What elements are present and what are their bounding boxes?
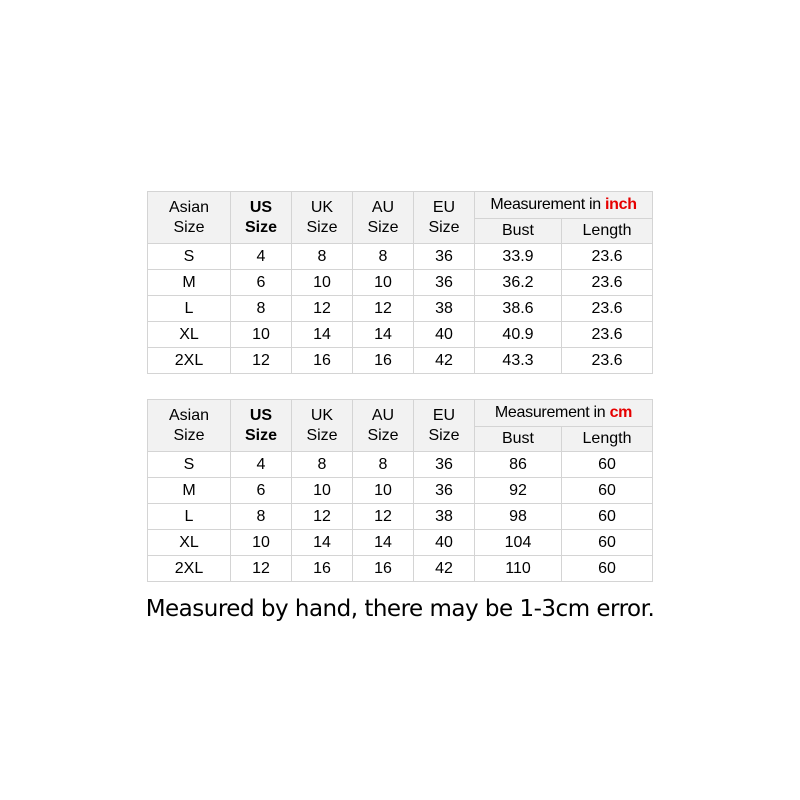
eu-size-cell: 38 xyxy=(414,504,475,530)
asian-size-header xyxy=(148,192,231,244)
au-size-cell: 12 xyxy=(353,504,414,530)
measurement-prefix: Measurement in xyxy=(494,404,606,421)
length-cell: 23.6 xyxy=(562,270,653,296)
length-cell: 23.6 xyxy=(562,322,653,348)
table-row xyxy=(148,244,653,270)
length-cell: 23.6 xyxy=(562,244,653,270)
length-cell: 60 xyxy=(562,530,653,556)
uk-size-header xyxy=(292,400,353,452)
length-cell: 60 xyxy=(562,452,653,478)
bust-cell: 104 xyxy=(475,530,562,556)
uk-size-cell: 10 xyxy=(292,270,353,296)
us-size-header xyxy=(231,192,292,244)
uk-size-header xyxy=(292,192,353,244)
measurement-note: Measured by hand, there may be 1-3cm error. xyxy=(145,596,655,622)
size-rows xyxy=(148,244,653,374)
au-size-header-line1: AU xyxy=(371,198,395,216)
bust-cell: 38.6 xyxy=(475,296,562,322)
uk-size-cell: 12 xyxy=(292,504,353,530)
asian-size-cell: XL xyxy=(148,530,231,556)
length-cell: 60 xyxy=(562,556,653,582)
uk-size-cell: 14 xyxy=(292,530,353,556)
uk-size-header-line1: UK xyxy=(310,406,334,424)
eu-size-cell: 36 xyxy=(414,478,475,504)
au-size-header-line2: Size xyxy=(367,426,399,444)
us-size-cell: 4 xyxy=(231,452,292,478)
bust-cell: 98 xyxy=(475,504,562,530)
measurement-unit: inch xyxy=(605,196,637,213)
us-size-header-line1: US xyxy=(249,406,273,424)
asian-size-cell: S xyxy=(148,452,231,478)
asian-size-header-line2: Size xyxy=(173,426,205,444)
table-row xyxy=(148,296,653,322)
table-row xyxy=(148,504,653,530)
eu-size-header xyxy=(414,192,475,244)
table-row xyxy=(148,478,653,504)
au-size-header xyxy=(353,192,414,244)
uk-size-cell: 14 xyxy=(292,322,353,348)
us-size-cell: 12 xyxy=(231,556,292,582)
eu-size-cell: 36 xyxy=(414,270,475,296)
asian-size-cell: L xyxy=(148,504,231,530)
length-header: Length xyxy=(562,219,653,244)
asian-size-header-line1: Asian xyxy=(168,406,210,424)
bust-header: Bust xyxy=(475,427,562,452)
asian-size-cell: L xyxy=(148,296,231,322)
uk-size-header-line1: UK xyxy=(310,198,334,216)
table-row xyxy=(148,270,653,296)
asian-size-cell: 2XL xyxy=(148,556,231,582)
bust-header: Bust xyxy=(475,219,562,244)
asian-size-cell: M xyxy=(148,478,231,504)
us-size-header xyxy=(231,400,292,452)
bust-cell: 43.3 xyxy=(475,348,562,374)
eu-size-header-line2: Size xyxy=(428,426,460,444)
us-size-cell: 6 xyxy=(231,270,292,296)
us-size-header-line1: US xyxy=(249,198,273,216)
au-size-cell: 14 xyxy=(353,322,414,348)
bust-cell: 110 xyxy=(475,556,562,582)
bust-cell: 33.9 xyxy=(475,244,562,270)
eu-size-cell: 38 xyxy=(414,296,475,322)
asian-size-cell: XL xyxy=(148,322,231,348)
au-size-cell: 16 xyxy=(353,348,414,374)
asian-size-header xyxy=(148,400,231,452)
eu-size-header-line2: Size xyxy=(428,218,460,236)
length-header: Length xyxy=(562,427,653,452)
measurement-header xyxy=(475,400,653,427)
table-row xyxy=(148,322,653,348)
au-size-cell: 8 xyxy=(353,452,414,478)
au-size-cell: 16 xyxy=(353,556,414,582)
asian-size-cell: 2XL xyxy=(148,348,231,374)
uk-size-cell: 12 xyxy=(292,296,353,322)
asian-size-header-line1: Asian xyxy=(168,198,210,216)
table-row xyxy=(148,348,653,374)
eu-size-cell: 36 xyxy=(414,244,475,270)
asian-size-header-line2: Size xyxy=(173,218,205,236)
table-row xyxy=(148,556,653,582)
eu-size-cell: 42 xyxy=(414,556,475,582)
us-size-cell: 6 xyxy=(231,478,292,504)
au-size-header-line1: AU xyxy=(371,406,395,424)
us-size-cell: 4 xyxy=(231,244,292,270)
length-cell: 23.6 xyxy=(562,296,653,322)
measurement-prefix: Measurement in xyxy=(490,196,601,213)
uk-size-header-line2: Size xyxy=(306,218,338,236)
us-size-cell: 8 xyxy=(231,504,292,530)
us-size-header-line2: Size xyxy=(244,218,277,236)
size-rows xyxy=(148,452,653,582)
us-size-cell: 12 xyxy=(231,348,292,374)
size-chart-inch xyxy=(147,191,653,374)
bust-cell: 92 xyxy=(475,478,562,504)
uk-size-header-line2: Size xyxy=(306,426,338,444)
table-row xyxy=(148,452,653,478)
uk-size-cell: 8 xyxy=(292,452,353,478)
eu-size-header-line1: EU xyxy=(432,406,456,424)
eu-size-cell: 40 xyxy=(414,322,475,348)
au-size-header xyxy=(353,400,414,452)
au-size-cell: 12 xyxy=(353,296,414,322)
eu-size-cell: 40 xyxy=(414,530,475,556)
asian-size-cell: M xyxy=(148,270,231,296)
us-size-cell: 8 xyxy=(231,296,292,322)
au-size-cell: 14 xyxy=(353,530,414,556)
us-size-cell: 10 xyxy=(231,322,292,348)
au-size-cell: 8 xyxy=(353,244,414,270)
us-size-cell: 10 xyxy=(231,530,292,556)
measurement-unit: cm xyxy=(609,404,633,421)
measurement-header xyxy=(475,192,653,219)
bust-cell: 36.2 xyxy=(475,270,562,296)
length-cell: 60 xyxy=(562,478,653,504)
eu-size-header xyxy=(414,400,475,452)
bust-cell: 40.9 xyxy=(475,322,562,348)
uk-size-cell: 10 xyxy=(292,478,353,504)
eu-size-cell: 42 xyxy=(414,348,475,374)
bust-cell: 86 xyxy=(475,452,562,478)
asian-size-cell: S xyxy=(148,244,231,270)
eu-size-cell: 36 xyxy=(414,452,475,478)
table-row xyxy=(148,530,653,556)
eu-size-header-line1: EU xyxy=(432,198,456,216)
uk-size-cell: 16 xyxy=(292,348,353,374)
au-size-header-line2: Size xyxy=(367,218,399,236)
length-cell: 60 xyxy=(562,504,653,530)
au-size-cell: 10 xyxy=(353,270,414,296)
uk-size-cell: 8 xyxy=(292,244,353,270)
size-chart-cm xyxy=(147,399,653,582)
length-cell: 23.6 xyxy=(562,348,653,374)
us-size-header-line2: Size xyxy=(244,426,277,444)
uk-size-cell: 16 xyxy=(292,556,353,582)
au-size-cell: 10 xyxy=(353,478,414,504)
